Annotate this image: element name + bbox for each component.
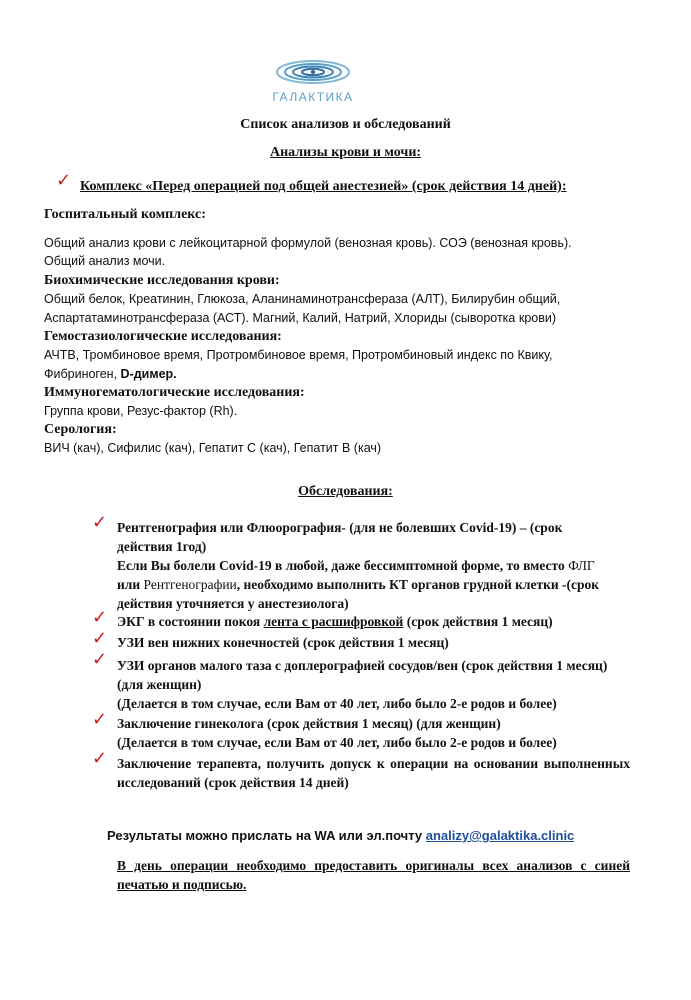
galaxy-logo-icon [272,54,354,90]
biochem-title: Биохимические исследования крови: [44,273,280,288]
exam-covid-line-3: действия уточняется у анестезиолога) [117,596,349,611]
exam-gynecologist [117,714,630,752]
exam-veins: УЗИ вен нижних конечностей (срок действия 1 месяц) [117,635,449,650]
exam-pelvis [117,656,630,713]
covid-text-xray: Рентгенографии [143,577,237,592]
hemostasis-title: Гемостазиологические исследования: [44,329,282,344]
final-note: В день операции необходимо предоставить оригиналы всех анализов с синей печатью и подписью. [117,858,630,892]
exam-therapist: Заключение терапевта, получить допуск к операции на основании выполненных исследований (срок действия 14 дней) [117,756,630,790]
logo-text: ГАЛАКТИКА [272,90,354,104]
galaxy-logo [272,54,354,106]
covid-text-or: или [117,577,144,592]
page-title: Список анализов и обследований [240,117,451,132]
covid-text-ct: , необходимо выполнить КТ органов грудной клетки -(срок [236,577,600,592]
hemostasis-line-2 [44,365,177,384]
hemostasis-line-1: АЧТВ, Тромбиновое время, Протромбиновое время, Протромбиновый индекс по Квику, [44,348,553,362]
ecg-tape-text: лента с расшифровкой [263,614,404,629]
covid-text-a: Если Вы болели Covid-19 в любой, даже бессимптомной форме, то вместо [117,558,569,573]
general-line-2: Общий анализ мочи. [44,254,166,268]
ecg-term-text: (срок действия 1 месяц) [403,614,553,629]
exam-pelvis-line-2: (для женщин) [117,677,202,692]
d-dimer: D-димер. [120,367,177,381]
exam-gyn-line-1: Заключение гинеколога (срок действия 1 месяц) (для женщин) [117,716,501,731]
checkmark-icon: ✓ [92,748,108,769]
blood-section-title: Анализы крови и мочи: [269,145,422,160]
checkmark-icon: ✓ [92,709,108,730]
exam-ecg [117,612,630,631]
results-line [107,826,574,845]
checkmark-icon: ✓ [56,170,72,191]
checkmark-icon: ✓ [92,649,108,670]
complex-heading: Комплекс «Перед операцией под общей анестезией» (срок действия 14 дней): [80,179,567,194]
general-line-1: Общий анализ крови с лейкоцитарной формулой (венозная кровь). СОЭ (венозная кровь). [44,236,572,250]
checkmark-icon: ✓ [92,512,108,533]
exam-pelvis-line-1: УЗИ органов малого таза с доплерографией сосудов/вен (срок действия 1 месяц) [117,658,608,673]
biochem-line-1: Общий белок, Креатинин, Глюкоза, Аланинаминотрансфераза (АЛТ), Билирубин общий, [44,292,561,306]
covid-text-flg: ФЛГ [568,558,595,573]
exam-gyn-line-2: (Делается в том случае, если Вам от 40 лет, либо было 2-е родов и более) [117,735,557,750]
results-email-link[interactable]: analizy@galaktika.clinic [425,828,575,843]
checkmark-icon: ✓ [92,628,108,649]
exams-title: Обследования: [298,484,393,499]
ecg-text: ЭКГ в состоянии покоя [117,614,264,629]
exam-xray-line-1: Рентгенография или Флюорография- (для не болевших Covid-19) – (срок [117,520,563,535]
serology-title: Серология: [44,422,117,437]
biochem-line-2: Аспартатаминотрансфераза (АСТ). Магний, Калий, Натрий, Хлориды (сыворотка крови) [44,311,557,325]
immuno-title: Иммуногематологические исследования: [44,385,305,400]
serology-line: ВИЧ (кач), Сифилис (кач), Гепатит С (кач), Гепатит В (кач) [44,441,382,455]
exam-xray-line-2: действия 1год) [117,539,207,554]
exam-xray [117,518,630,613]
immuno-line: Группа крови, Резус-фактор (Rh). [44,404,238,418]
hospital-complex-title: Госпитальный комплекс: [44,207,206,222]
exam-covid-line-1 [117,556,630,575]
hemostasis-fibrinogen: Фибриноген, [44,367,121,381]
exam-pelvis-line-3: (Делается в том случае, если Вам от 40 лет, либо было 2-е родов и более) [117,696,557,711]
exam-covid-line-2 [117,575,630,594]
results-text: Результаты можно прислать на WA или эл.почту [107,828,426,843]
checkmark-icon: ✓ [92,607,108,628]
